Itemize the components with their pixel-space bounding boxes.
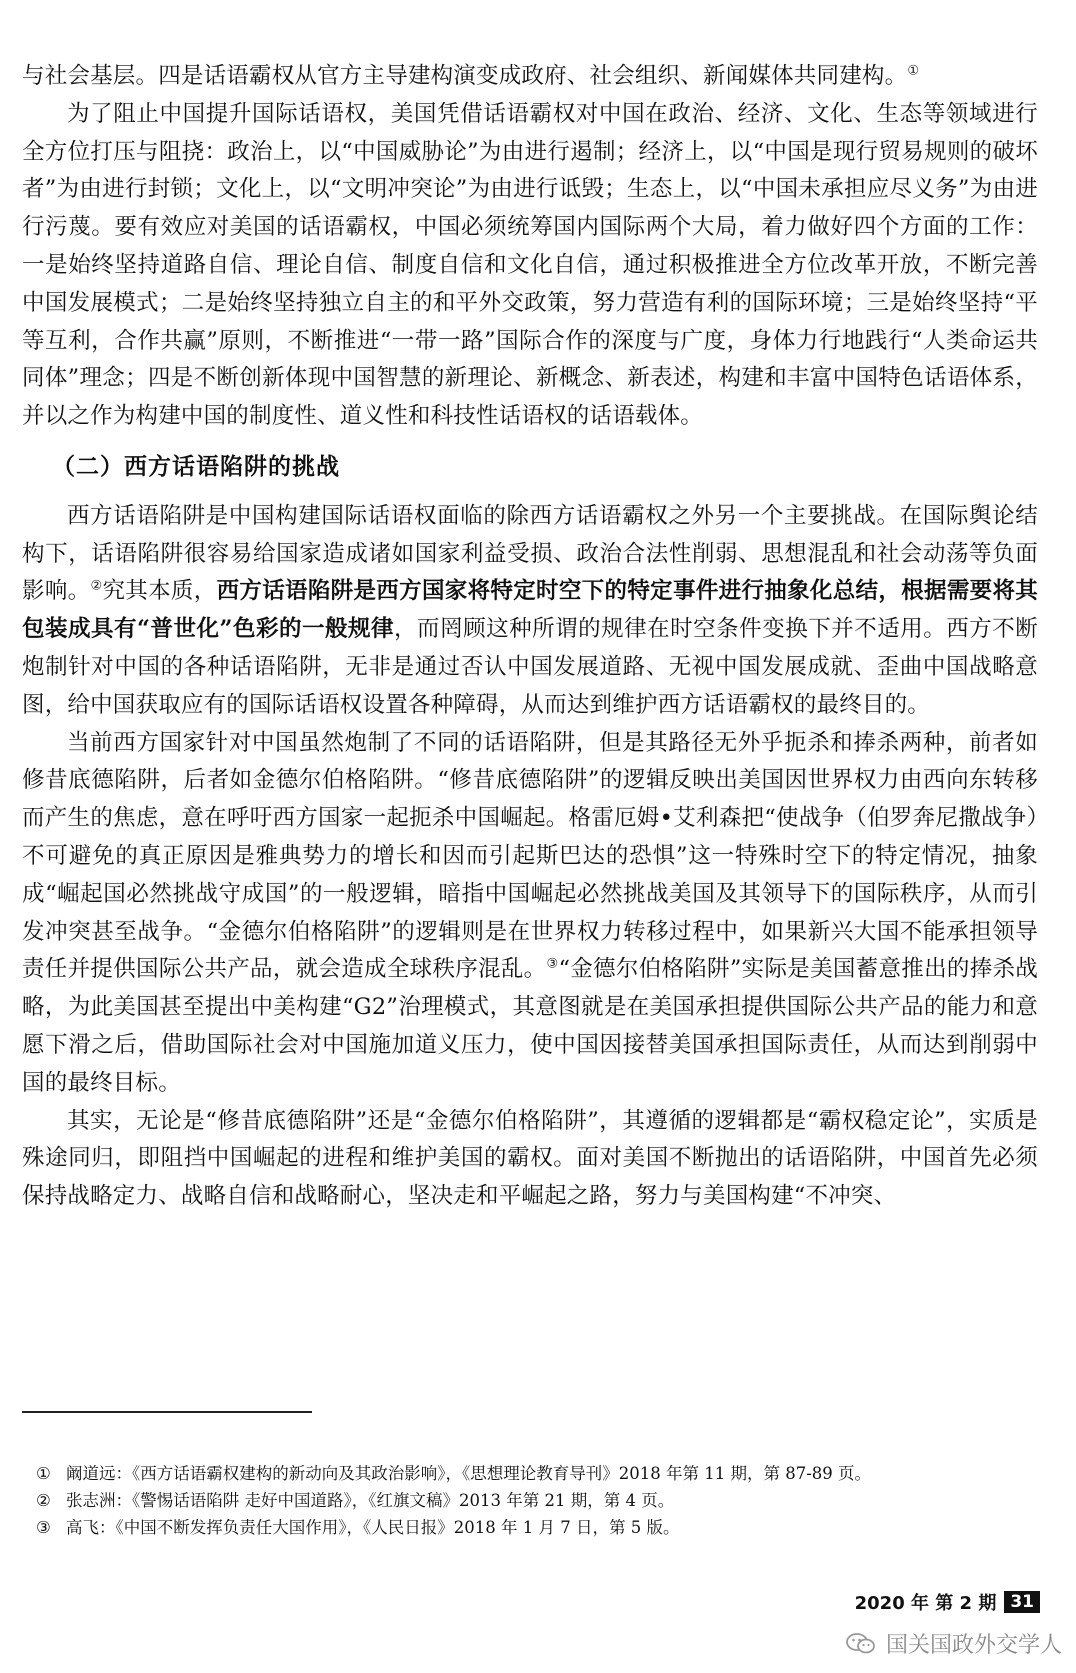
watermark-text: 国关国政外交学人 bbox=[885, 1633, 1062, 1658]
footnote-2: ② 张志洲：《警惕话语陷阱 走好中国道路》，《红旗文稿》2013 年第 21 期，第 4 页。 bbox=[36, 1491, 675, 1510]
paragraph-2: 为了阻止中国提升国际话语权，美国凭借话语霸权对中国在政治、经济、文化、生态等领域进行全方位打压与阻挠：政治上，以“中国威胁论”为由进行遏制；经济上，以“中国是现行贸易规则的破坏者”为由进行封锁；文化上，以“文明冲突论”为由进行诋毁；生态上，以“中国未承担应尽义务”为由进行污蔑。要有效应对美国的话语霸权，中国必须统筹国内国际两个大局，着力做好四个方面的工作：一是始终坚持道路自信、理论自信、制度自信和文化自信，通过积极推进全方位改革开放，不断完善中国发展模式；二是始终坚持独立自主的和平外交政策，努力营造有利的国际环境；三是始终坚持“平等互利，合作共赢”原则，不断推进“一带一路”国际合作的深度与广度，身体力行地践行“人类命运共同体”理念；四是不断创新体现中国智慧的新理论、新概念、新表述，构建和丰富中国特色话语体系，并以之作为构建中国的制度性、道义性和科技性话语权的话语载体。 bbox=[22, 100, 1038, 430]
footnote-divider bbox=[22, 1411, 312, 1413]
body-text bbox=[22, 58, 1038, 1216]
footnote-ref-3[interactable]: ③ bbox=[546, 956, 559, 972]
footnote-ref-1[interactable]: ① bbox=[907, 63, 920, 79]
folio bbox=[855, 1589, 1040, 1615]
page-number: 31 bbox=[1004, 1591, 1040, 1613]
watermark bbox=[846, 1628, 1062, 1659]
wechat-icon bbox=[846, 1632, 876, 1656]
footnotes bbox=[36, 1460, 1036, 1541]
issue-label: 2020 年 第 2 期 bbox=[854, 1593, 997, 1614]
paragraph-1: 与社会基层。四是话语霸权从官方主导建构演变成政府、社会组织、新闻媒体共同建构。① bbox=[22, 63, 920, 89]
paragraph-4: 当前西方国家针对中国虽然炮制了不同的话语陷阱，但是其路径无外乎扼杀和捧杀两种，前者如修昔底德陷阱，后者如金德尔伯格陷阱。“修昔底德陷阱”的逻辑反映出美国因世界权力由西向东转移而产生的焦虑，意在呼吁西方国家一起扼杀中国崛起。格雷厄姆•艾利森把“使战争（伯罗奔尼撒战争）不可避免的真正原因是雅典势力的增长和因而引起斯巴达的恐惧”这一特殊时空下的特定情况，抽象成“崛起国必然挑战守成国”的一般逻辑，暗指中国崛起必然挑战美国及其领导下的国际秩序，从而引发冲突甚至战争。“金德尔伯格陷阱”的逻辑则是在世界权力转移过程中，如果新兴大国不能承担领导责任并提供国际公共产品，就会造成全球秩序混乱。③“金德尔伯格陷阱”实际是美国蓄意推出的捧杀战略，为此美国甚至提出中美构建“G2”治理模式，其意图就是在美国承担提供国际公共产品的能力和意愿下滑之后，借助国际社会对中国施加道义压力，使中国因接替美国承担国际责任，从而达到削弱中国的最终目标。 bbox=[22, 729, 1039, 1096]
paragraph-5: 其实，无论是“修昔底德陷阱”还是“金德尔伯格陷阱”，其遵循的逻辑都是“霸权稳定论”，实质是殊途同归，即阻挡中国崛起的进程和维护美国的霸权。面对美国不断抛出的话语陷阱，中国首先必须保持战略定力、战略自信和战略耐心，坚决走和平崛起之路，努力与美国构建“不冲突、 bbox=[22, 1107, 1038, 1210]
paragraph-3: 西方话语陷阱是中国构建国际话语权面临的除西方话语霸权之外另一个主要挑战。在国际舆论结构下，话语陷阱很容易给国家造成诸如国家利益受损、政治合法性削弱、思想混乱和社会动荡等负面影响。②究其本质，西方话语陷阱是西方国家将特定时空下的特定事件进行抽象化总结，根据需要将其包装成具有“普世化”色彩的一般规律，而罔顾这种所谓的规律在时空条件变换下并不适用。西方不断炮制针对中国的各种话语陷阱，无非是通过否认中国发展道路、无视中国发展成就、歪曲中国战略意图，给中国获取应有的国际话语权设置各种障碍，从而达到维护西方话语霸权的最终目的。 bbox=[22, 502, 1038, 718]
footnote-ref-2[interactable]: ② bbox=[90, 578, 103, 594]
footnote-3: ③ 高飞：《中国不断发挥负责任大国作用》，《人民日报》2018 年 1 月 7 日，第 5 版。 bbox=[36, 1518, 680, 1537]
bold-thesis: 西方话语陷阱是西方国家将特定时空下的特定事件进行抽象化总结，根据需要将其包装成具有“普世化”色彩的一般规律 bbox=[22, 578, 1038, 643]
footnote-1: ① 阚道远：《西方话语霸权建构的新动向及其政治影响》，《思想理论教育导刊》2018 年第 11 期，第 87-89 页。 bbox=[36, 1464, 872, 1483]
section-heading: （二）西方话语陷阱的挑战 bbox=[52, 452, 340, 480]
